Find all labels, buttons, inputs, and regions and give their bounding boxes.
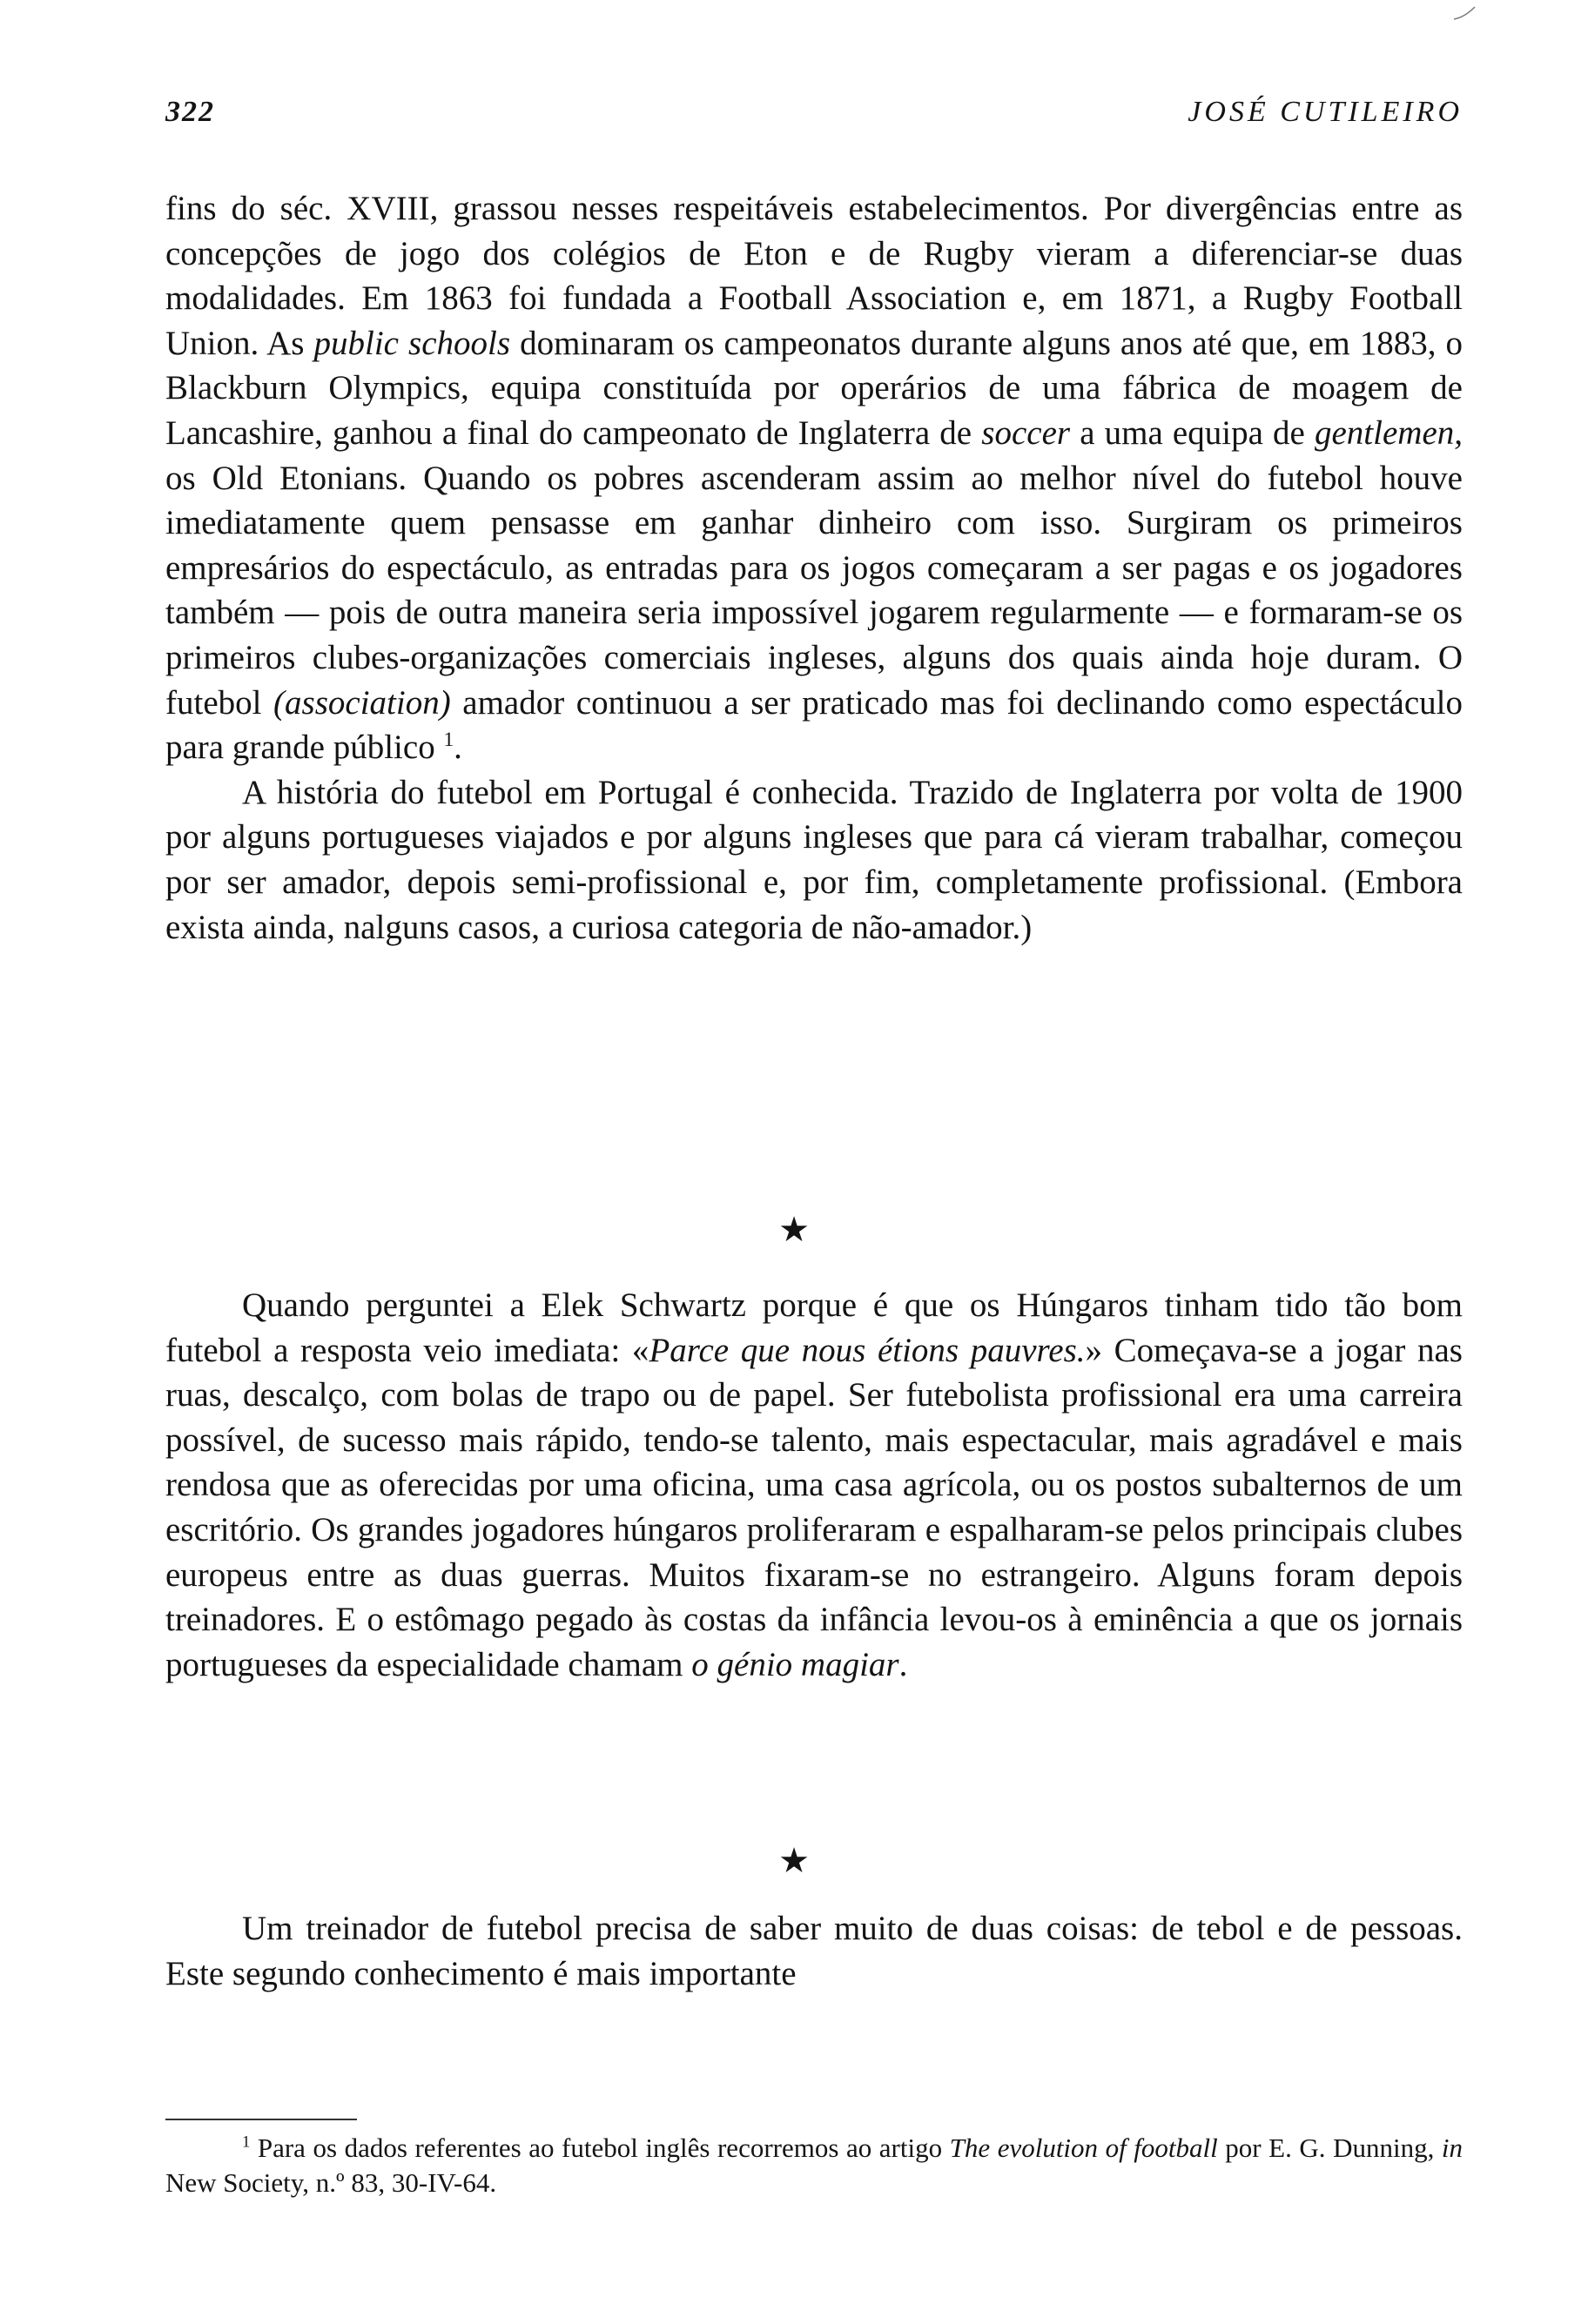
paragraph-3-text-a: Quando perguntei a Elek Schwartz porque é que os Húngaros tinham tido tão bom futebol a resposta veio imediata: « [165, 1286, 1463, 1369]
page-header [165, 96, 1463, 139]
section-2 [165, 1283, 1463, 1687]
paragraph-1-text-c: a uma equipa de [1070, 413, 1315, 452]
footnote-text [165, 2131, 1463, 2200]
footnote-italic-in: in [1441, 2133, 1463, 2163]
running-head: JOSÉ CUTILEIRO [1188, 96, 1463, 128]
paragraph-1-text-e: amador continuou a ser praticado mas foi declinando como espectáculo para grande público [165, 683, 1464, 767]
body-text [165, 186, 1463, 950]
paragraph-3-text-b: » Começava-se a jogar nas ruas, descalço, com bolas de trapo ou de papel. Ser futebolista profissional era uma carreira possível, de sucesso mais rápido, tendo-se talento, mais espectacular, mais agradável e mais rendosa que as oferecidas por uma oficina, uma casa agrícola, ou os postos subalternos de um escritório. Os grandes jogadores húngaros proliferaram e espalharam-se pelos principais clubes europeus entre as duas guerras. Muitos fixaram-se no estrangeiro. Alguns foram depois treinadores. E o estômago pegado às costas da infância levou-os à eminência a que os jornais portugueses da especialidade chamam [165, 1331, 1463, 1683]
footnote-marker: 1 [242, 2133, 251, 2152]
paragraph-3 [165, 1283, 1463, 1687]
section-3 [165, 1906, 1463, 1996]
section-separator-star-icon: ★ [778, 1210, 810, 1250]
pencil-mark-icon [1452, 5, 1477, 21]
paragraph-3-text-c: . [898, 1645, 908, 1683]
paragraph-1-italic-gentlemen: gentlemen, [1314, 413, 1463, 452]
paragraph-4: Um treinador de futebol precisa de saber muito de duas coisas: de tebol e de pessoas. Este segundo conhecimento é mais importante [165, 1910, 1463, 1992]
footnote-reference[interactable]: 1 [443, 729, 454, 752]
paragraph-1 [165, 186, 1463, 770]
section-separator-star-icon: ★ [778, 1841, 810, 1881]
paragraph-3-italic-quote: Parce que nous étions pauvres. [649, 1331, 1086, 1369]
footnote-text-a: Para os dados referentes ao futebol inglês recorremos ao artigo [250, 2133, 950, 2163]
paragraph-3-italic-genio-magiar: o génio magiar [691, 1645, 899, 1683]
paragraph-1-italic-soccer: soccer [981, 413, 1071, 452]
paragraph-1-text-b: dominaram os campeonatos durante alguns anos até que, em 1883, o Blackburn Olympics, equipa constituída por operários de uma fábrica de moagem de Lancashire, ganhou a final do campeonato de Inglaterra de [165, 324, 1463, 452]
footnote-italic-title: The evolution of football [949, 2133, 1218, 2163]
footnote-text-c: New Society, n.º 83, 30-IV-64. [165, 2167, 497, 2198]
paragraph-1-text-f: . [454, 729, 462, 767]
paragraph-1-text-d: os Old Etonians. Quando os pobres ascenderam assim ao melhor nível do futebol houve imediatamente quem pensasse em ganhar dinheiro com isso. Surgiram os primeiros empresários do espectáculo, as entradas para os jogos começaram a ser pagas e os jogadores também — pois de outra maneira seria impossível jogarem regularmente — e formaram-se os primeiros clubes-organizações comerciais ingleses, alguns dos quais ainda hoje duram. O futebol [165, 459, 1463, 722]
page-number: 322 [165, 96, 215, 128]
footnote-rule [165, 2119, 357, 2120]
paragraph-1-text-a: fins do séc. XVIII, grassou nesses respeitáveis estabelecimentos. Por divergências entre as concepções de jogo dos colégios de Eton e de Rugby vieram a diferenciar-se duas modalidades. Em 1863 foi fundada a Football Association e, em 1871, a Rugby Football Union. As [165, 190, 1463, 362]
paragraph-2: A história do futebol em Portugal é conhecida. Trazido de Inglaterra por volta de 1900 por alguns portugueses viajados e por alguns ingleses que para cá vieram trabalhar, começou por ser amador, depois semi-profissional e, por fim, completamente profissional. (Embora exista ainda, nalguns casos, a curiosa categoria de não-amador.) [165, 773, 1463, 946]
paragraph-1-italic-association: (association) [273, 683, 451, 722]
footnote [165, 2131, 1463, 2200]
footnote-text-b: por E. G. Dunning, [1217, 2133, 1442, 2163]
paragraph-1-italic-public-schools: public schools [313, 324, 511, 362]
